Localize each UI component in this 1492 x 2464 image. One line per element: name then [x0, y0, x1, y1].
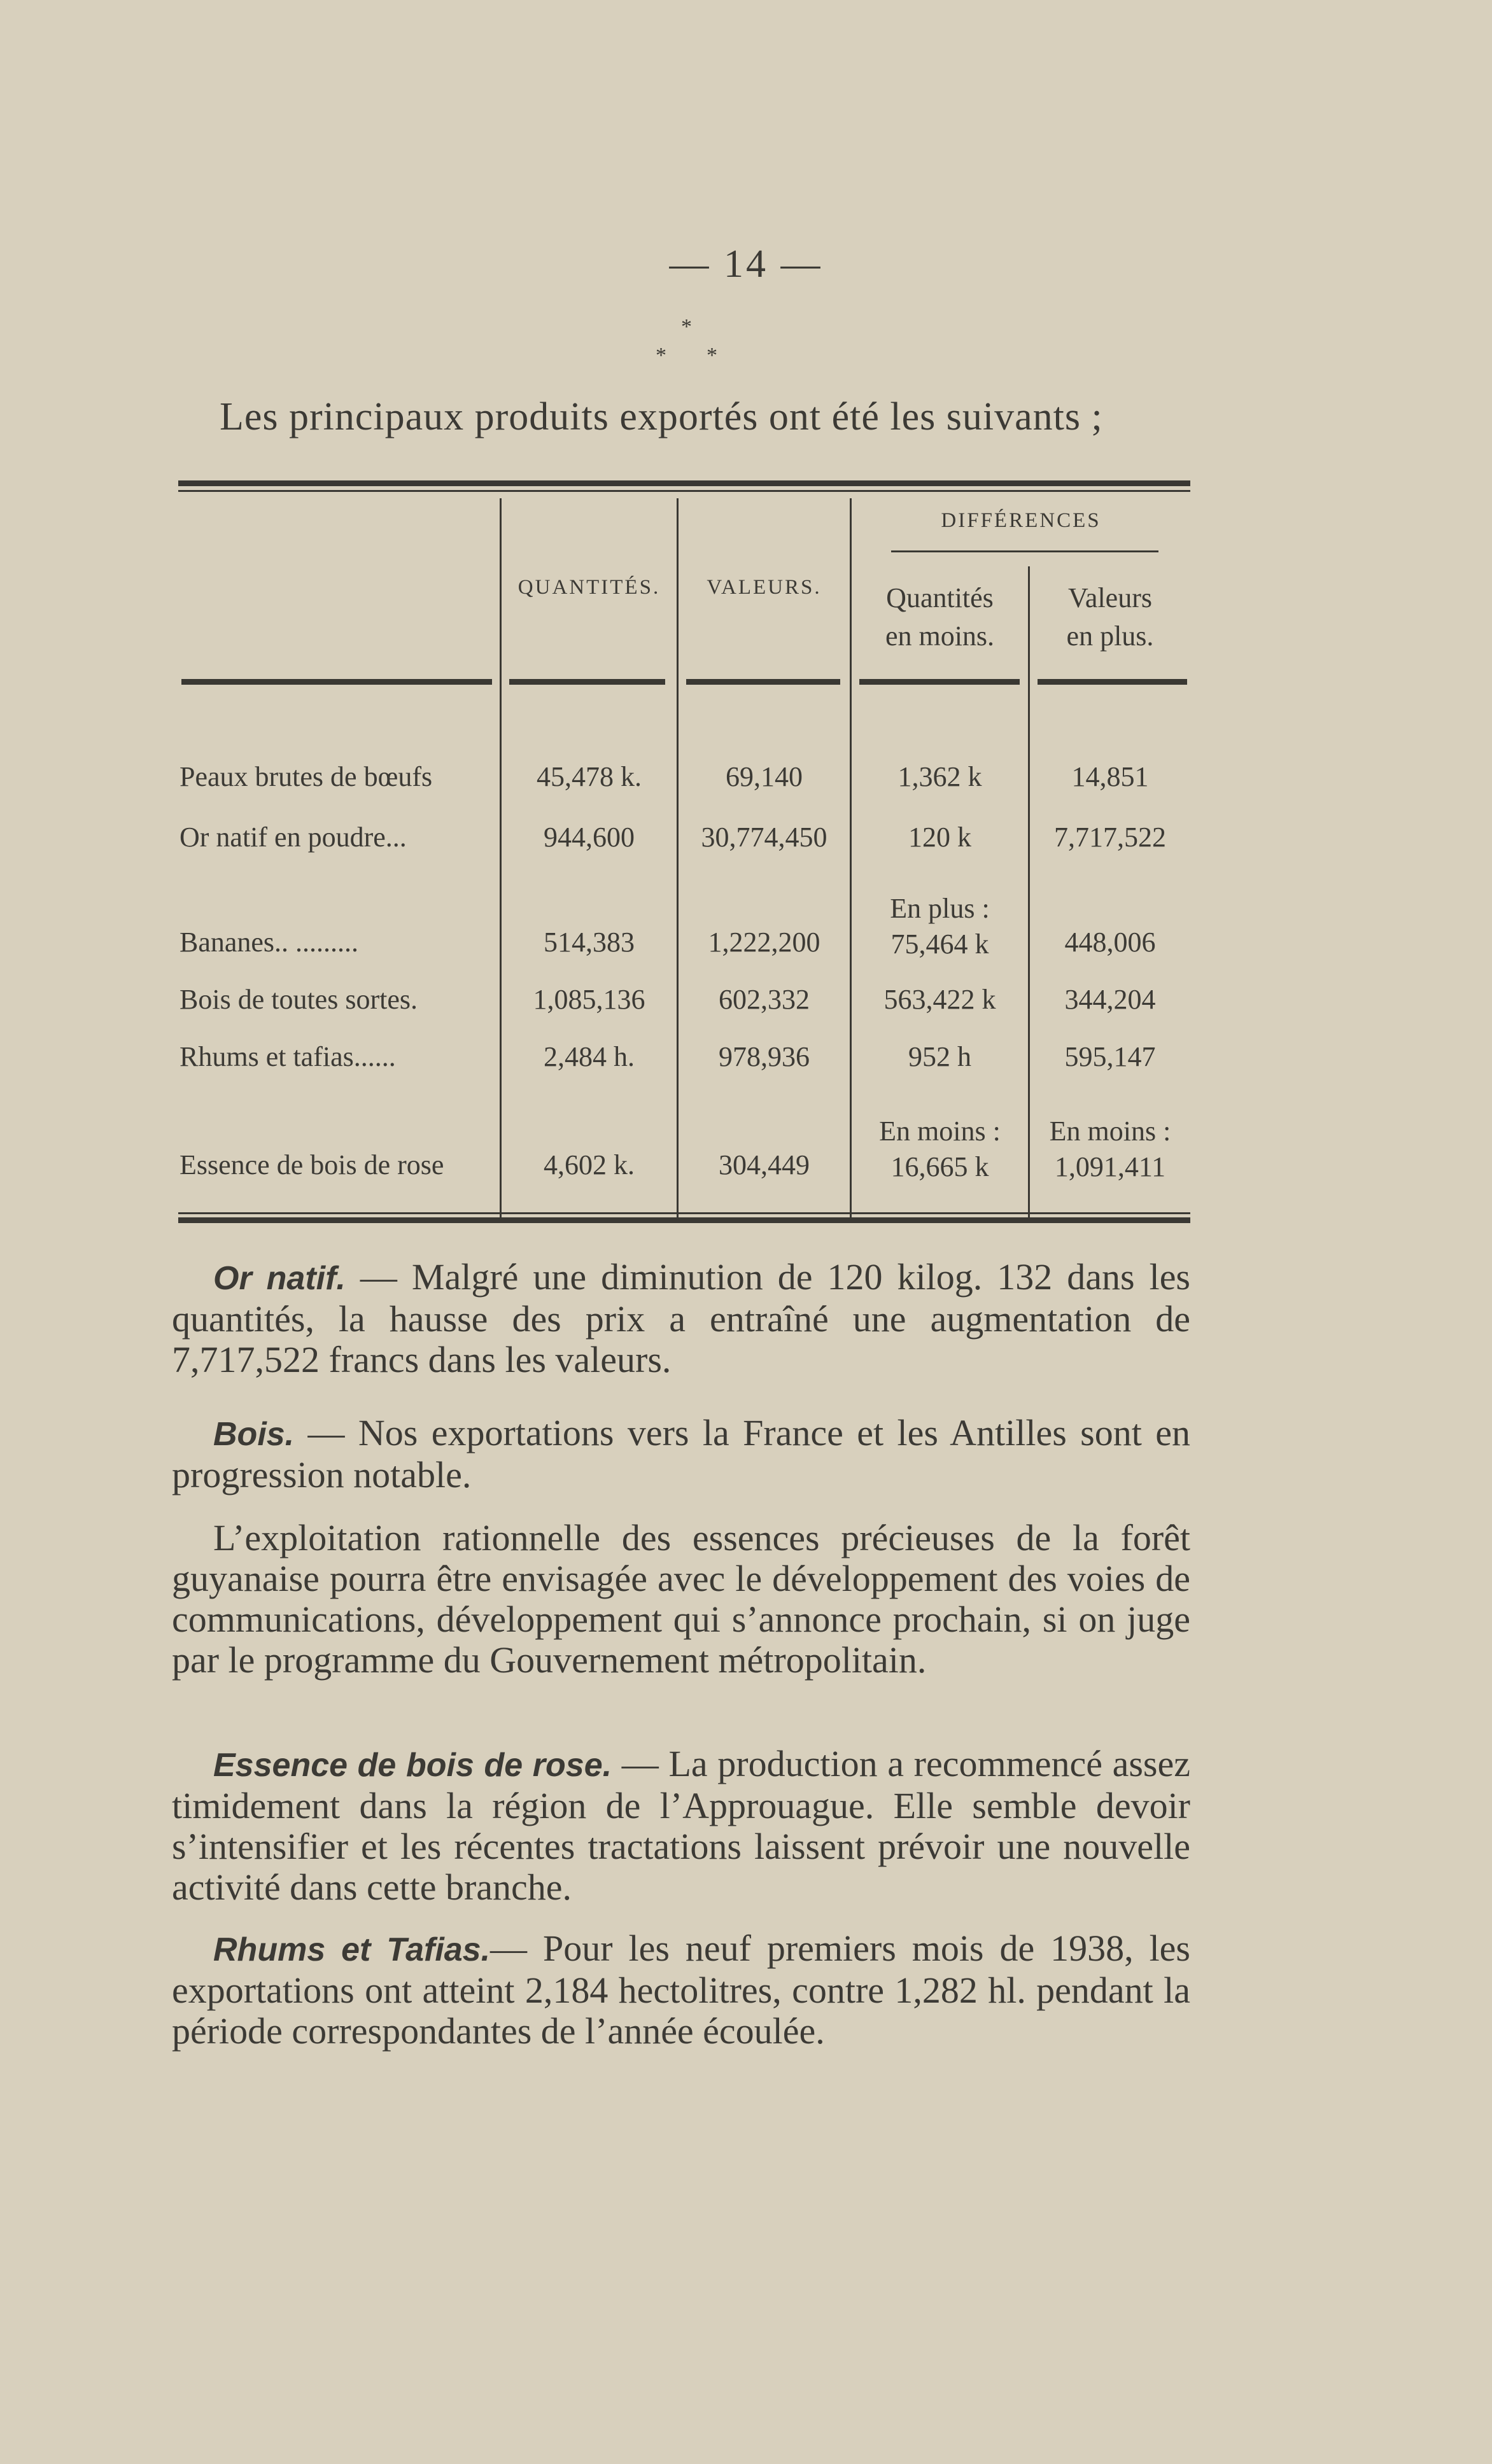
cell-diff-quantite: 952 h: [908, 1041, 971, 1072]
header-quantites-moins: [852, 579, 1028, 655]
cell-diff-quantite: 1,362 k: [897, 761, 982, 792]
paragraph-text: — La production a recommencé assez timidement dans la région de l’Approuague. Elle semble devoir s’intensifier et les récentes tractations laissent prévoir une nouvelle activité dans cette branche.: [172, 1743, 1190, 1908]
cell-value: 75,464 k: [890, 928, 989, 960]
cell-diff-valeur: 14,851: [1071, 761, 1149, 792]
cell-valeur: 30,774,450: [701, 822, 827, 853]
header-rule: [181, 679, 492, 685]
cell-quantite: 2,484 h.: [544, 1041, 635, 1072]
paragraph-lead: Essence de bois de rose.: [213, 1747, 612, 1784]
paragraph-text: — Malgré une diminution de 120 kilog. 132 dans les quantités, la hausse des prix a entraîné une augmentation de 7,717,522 francs dans les valeurs.: [172, 1256, 1191, 1380]
paragraph-lead: Or natif.: [213, 1260, 346, 1297]
cell-diff-valeur: 595,147: [1064, 1041, 1156, 1072]
header-valeurs-plus: [1030, 579, 1190, 655]
header-rule: [686, 679, 840, 685]
row-label: Rhums et tafias......: [179, 1041, 396, 1072]
cell-diff-quantite: 563,422 k: [883, 984, 996, 1015]
table-bottom-rule-thin: [178, 1212, 1190, 1214]
paragraph-lead: Bois.: [213, 1416, 295, 1453]
row-label: Bananes.. .........: [179, 927, 359, 958]
paragraph-essence: [172, 1744, 1190, 1908]
cell-quantite: 514,383: [544, 927, 635, 958]
asterism-star: *: [681, 315, 692, 339]
cell-diff-valeur: [1030, 1114, 1190, 1185]
header-valeurs-plus-line2: en plus.: [1066, 620, 1154, 652]
cell-quantite: 45,478 k.: [537, 761, 642, 792]
table-bottom-rule: [178, 1217, 1190, 1223]
cell-diff-valeur: 7,717,522: [1054, 822, 1166, 853]
page-number: — 14 —: [669, 242, 823, 286]
row-label: Or natif en poudre...: [179, 822, 407, 853]
differences-rule: [891, 550, 1158, 552]
cell-quantite: 4,602 k.: [544, 1149, 635, 1180]
cell-note: En plus :: [890, 893, 990, 924]
cell-quantite: 944,600: [544, 822, 635, 853]
cell-value: 1,091,411: [1054, 1151, 1166, 1182]
column-divider: [677, 498, 679, 1221]
cell-valeur: 304,449: [719, 1149, 810, 1180]
header-rule: [509, 679, 665, 685]
cell-valeur: 602,332: [719, 984, 810, 1015]
asterism-star: *: [656, 344, 666, 367]
paragraph-lead: Rhums et Tafias.: [213, 1931, 491, 1968]
paragraph-text: L’exploitation rationnelle des essences précieuses de la forêt guyanaise pourra être envisagée avec le développement des voies de communications, développement qui s’annonce prochain, si on juge par le programme du Gouvernement métropolitain.: [172, 1517, 1190, 1681]
row-label: Essence de bois de rose: [179, 1149, 444, 1180]
paragraph-text: — Nos exportations vers la France et les Antilles sont en progression notable.: [172, 1412, 1190, 1495]
paragraph-rhums: [172, 1928, 1190, 2052]
exports-table: [178, 480, 1190, 1222]
cell-value: 16,665 k: [890, 1151, 989, 1182]
asterism: [637, 315, 751, 372]
cell-diff-quantite: [852, 1114, 1028, 1185]
row-label: Bois de toutes sortes.: [179, 984, 418, 1015]
header-quantites: QUANTITÉS.: [517, 576, 661, 599]
header-differences: DIFFÉRENCES: [941, 509, 1101, 532]
cell-quantite: 1,085,136: [533, 984, 645, 1015]
column-divider: [500, 498, 502, 1221]
header-valeurs: VALEURS.: [707, 576, 822, 599]
table-top-rule-thin: [178, 490, 1190, 492]
asterism-star: *: [707, 344, 717, 367]
header-quantites-moins-line2: en moins.: [885, 620, 995, 652]
table-top-rule: [178, 480, 1190, 486]
header-rule: [1038, 679, 1187, 685]
cell-valeur: 1,222,200: [708, 927, 820, 958]
paragraph-or-natif: [172, 1257, 1190, 1380]
cell-valeur: 978,936: [719, 1041, 810, 1072]
paragraph-exploitation: [172, 1518, 1190, 1681]
paragraph-text: — Pour les neuf premiers mois de 1938, les exportations ont atteint 2,184 hectolitres, contre 1,282 hl. pendant la période correspondantes de l’année écoulée.: [172, 1928, 1190, 2052]
header-rule: [859, 679, 1020, 685]
header-quantites-moins-line1: Quantités: [886, 582, 994, 613]
cell-diff-valeur: 344,204: [1064, 984, 1156, 1015]
cell-valeur: 69,140: [726, 761, 803, 792]
row-label: Peaux brutes de bœufs: [179, 761, 433, 792]
paragraph-bois: [172, 1413, 1190, 1495]
cell-diff-quantite: 120 k: [908, 822, 971, 853]
cell-note: En moins :: [879, 1116, 1001, 1147]
intro-text: Les principaux produits exportés ont été les suivants ;: [220, 395, 1103, 438]
cell-diff-quantite: [852, 891, 1028, 962]
header-valeurs-plus-line1: Valeurs: [1068, 582, 1152, 613]
cell-diff-valeur: 448,006: [1064, 927, 1156, 958]
cell-note: En moins :: [1049, 1116, 1171, 1147]
